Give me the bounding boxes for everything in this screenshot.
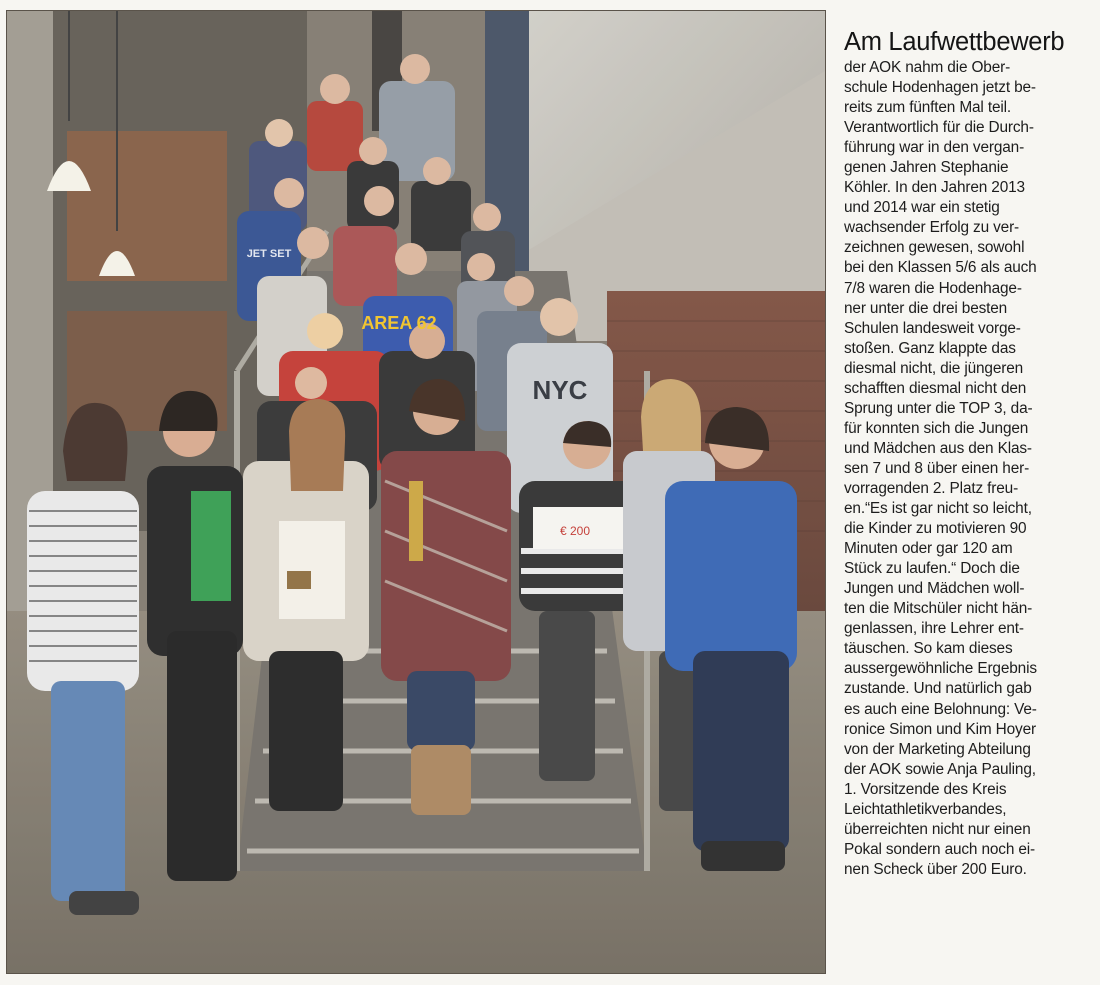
shirt-text-nyc: NYC: [532, 375, 588, 405]
cheque-amount: € 200: [559, 524, 591, 538]
body-line: 7/8 waren die Hodenhage-: [844, 279, 1022, 297]
body-line: Verantwortlich für die Durch-: [844, 119, 1034, 137]
body-line: Stück zu laufen.“ Doch die: [844, 560, 1020, 578]
body-line: und Mädchen aus den Klas-: [844, 439, 1032, 457]
body-line: Minuten oder gar 120 am: [844, 540, 1013, 558]
body-line: genlassen, ihre Lehrer ent-: [844, 620, 1024, 638]
shirt-text-jet: JET SET: [246, 248, 292, 260]
body-line: nen Scheck über 200 Euro.: [844, 860, 1027, 878]
shirt-text-area: AREA 62: [361, 313, 437, 333]
article-body: [836, 58, 1098, 880]
body-line: genen Jahren Stephanie: [844, 159, 1009, 177]
body-line: von der Marketing Abteilung: [844, 740, 1031, 758]
body-line: stoßen. Ganz klappte das: [844, 339, 1016, 357]
body-line: ten die Mitschüler nicht hän-: [844, 600, 1033, 618]
body-line: Jungen und Mädchen woll-: [844, 580, 1025, 598]
body-line: Köhler. In den Jahren 2013: [844, 179, 1025, 197]
body-line: Schulen landesweit vorge-: [844, 319, 1021, 337]
body-line: der AOK sowie Anja Pauling,: [844, 760, 1036, 778]
body-line: ronice Simon und Kim Hoyer: [844, 720, 1036, 738]
body-line: aussergewöhnliche Ergebnis: [844, 660, 1037, 678]
body-line: vorragenden 2. Platz freu-: [844, 479, 1019, 497]
headline: Am Laufwettbewerb: [844, 28, 1065, 56]
body-line: sen 7 und 8 über einen her-: [844, 459, 1030, 477]
body-line: der AOK nahm die Ober-: [844, 59, 1011, 76]
body-line: bei den Klassen 5/6 als auch: [844, 259, 1037, 277]
article: [836, 26, 1098, 966]
body-line: Pokal sondern auch noch ei-: [844, 840, 1036, 858]
body-line: für konnten sich die Jungen: [844, 419, 1029, 437]
body-line: Sprung unter die TOP 3, da-: [844, 399, 1033, 417]
body-line: die Kinder zu motivieren 90: [844, 520, 1027, 538]
body-line: wachsender Erfolg zu ver-: [844, 219, 1020, 237]
body-line: ner unter die drei besten: [844, 299, 1008, 317]
body-line: überreichten nicht nur einen: [844, 820, 1031, 838]
body-line: es auch eine Belohnung: Ve-: [844, 700, 1037, 718]
body-line: und 2014 war ein stetig: [844, 199, 1000, 217]
body-line: reits zum fünften Mal teil.: [844, 99, 1012, 117]
body-line: diesmal nicht, die jüngeren: [844, 359, 1024, 377]
body-line: führung war in den vergan-: [844, 139, 1025, 157]
body-line: schafften diesmal nicht den: [844, 379, 1027, 397]
body-line: schule Hodenhagen jetzt be-: [844, 79, 1036, 97]
body-line: Leichtathletikverbandes,: [844, 800, 1007, 818]
body-line: en.“Es ist gar nicht so leicht,: [844, 500, 1032, 518]
body-line: täuschen. So kam dieses: [844, 640, 1013, 658]
group-photo-illustration: [7, 11, 825, 973]
body-line: zustande. Und natürlich gab: [844, 680, 1032, 698]
group-photo: [6, 10, 826, 974]
body-line: zeichnen gewesen, sowohl: [844, 239, 1025, 257]
body-line: 1. Vorsitzende des Kreis: [844, 780, 1007, 798]
